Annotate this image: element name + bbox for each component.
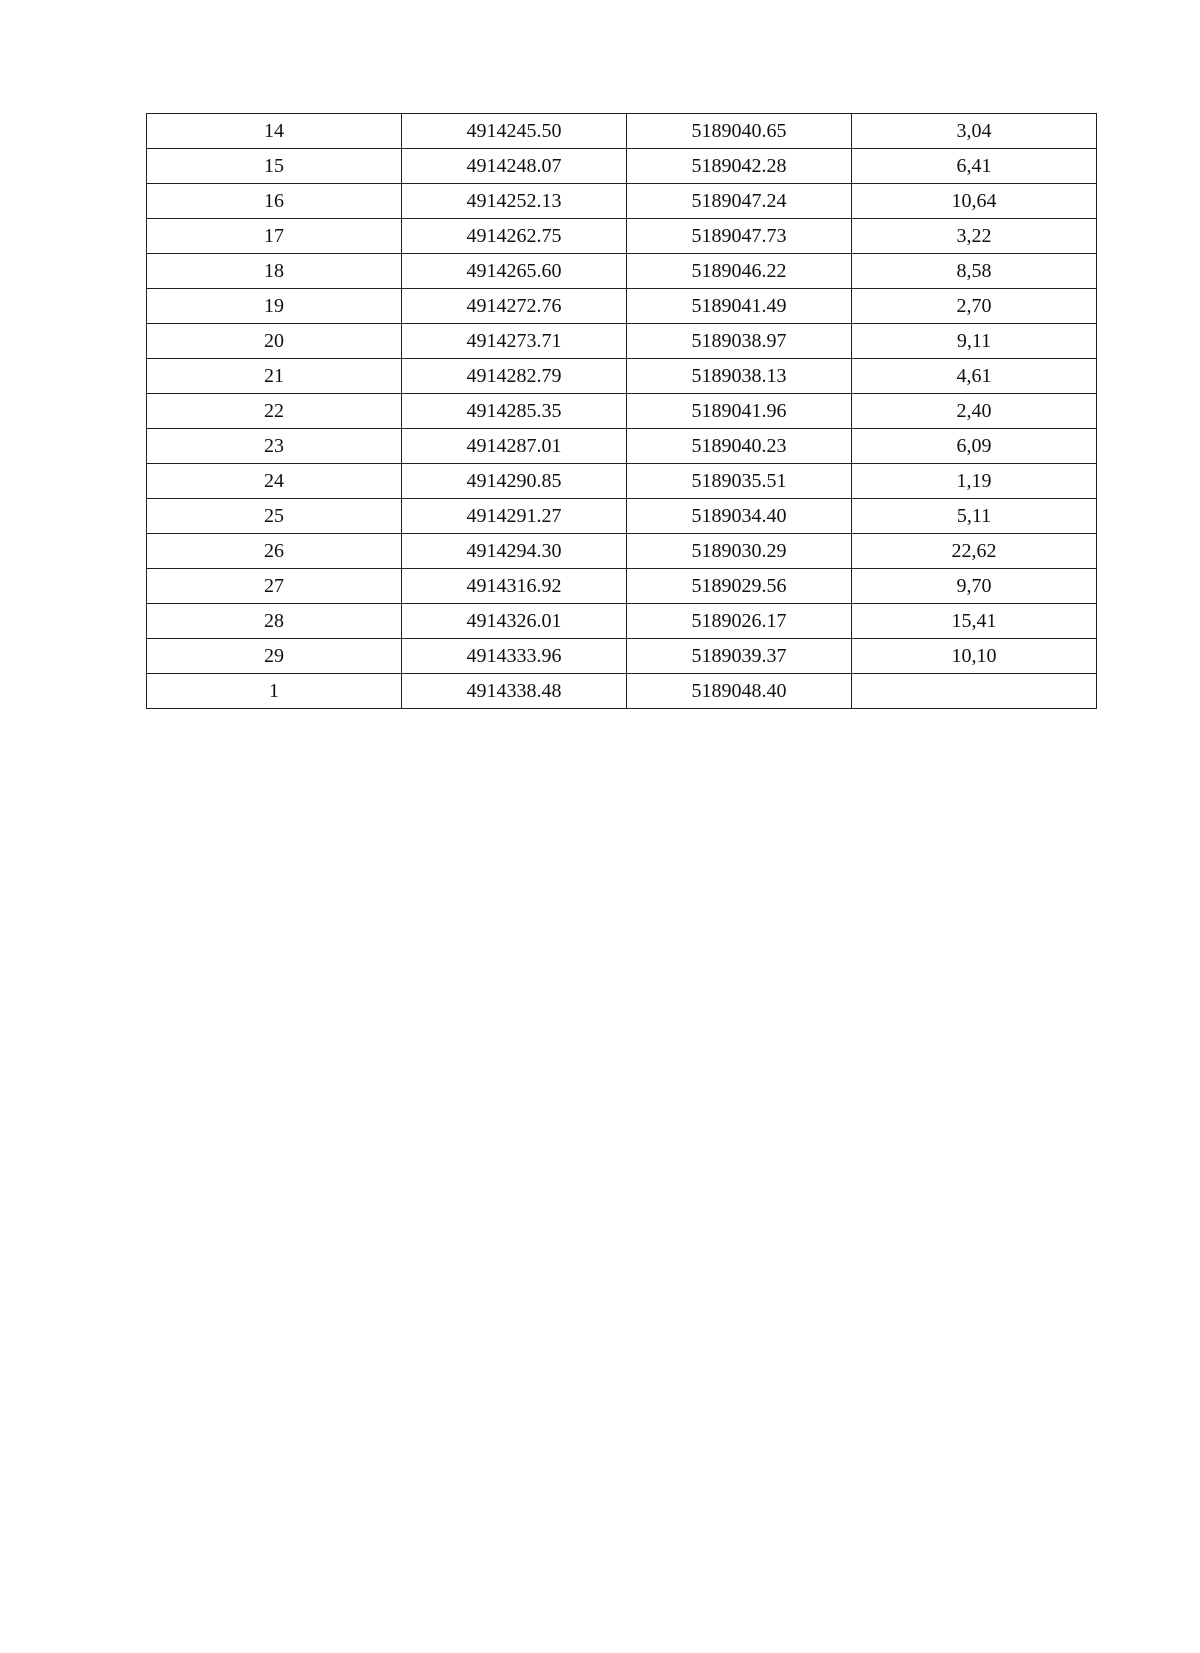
y-coordinate-cell: 5189039.37 bbox=[627, 639, 852, 674]
y-coordinate-cell: 5189046.22 bbox=[627, 254, 852, 289]
y-coordinate-cell: 5189034.40 bbox=[627, 499, 852, 534]
x-coordinate-cell: 4914273.71 bbox=[402, 324, 627, 359]
table-row bbox=[147, 499, 1097, 534]
table-row bbox=[147, 289, 1097, 324]
distance-cell: 1,19 bbox=[852, 464, 1097, 499]
table-row bbox=[147, 674, 1097, 709]
table-row bbox=[147, 464, 1097, 499]
distance-cell: 22,62 bbox=[852, 534, 1097, 569]
x-coordinate-cell: 4914287.01 bbox=[402, 429, 627, 464]
distance-cell: 2,70 bbox=[852, 289, 1097, 324]
table-row bbox=[147, 394, 1097, 429]
x-coordinate-cell: 4914272.76 bbox=[402, 289, 627, 324]
table-row bbox=[147, 254, 1097, 289]
y-coordinate-cell: 5189035.51 bbox=[627, 464, 852, 499]
table-row bbox=[147, 569, 1097, 604]
table-row bbox=[147, 184, 1097, 219]
distance-cell: 2,40 bbox=[852, 394, 1097, 429]
point-number-cell: 27 bbox=[147, 569, 402, 604]
x-coordinate-cell: 4914248.07 bbox=[402, 149, 627, 184]
distance-cell: 3,04 bbox=[852, 114, 1097, 149]
y-coordinate-cell: 5189047.24 bbox=[627, 184, 852, 219]
x-coordinate-cell: 4914245.50 bbox=[402, 114, 627, 149]
y-coordinate-cell: 5189041.49 bbox=[627, 289, 852, 324]
distance-cell bbox=[852, 674, 1097, 709]
distance-cell: 8,58 bbox=[852, 254, 1097, 289]
table-row bbox=[147, 604, 1097, 639]
table-row bbox=[147, 429, 1097, 464]
x-coordinate-cell: 4914294.30 bbox=[402, 534, 627, 569]
distance-cell: 15,41 bbox=[852, 604, 1097, 639]
distance-cell: 6,41 bbox=[852, 149, 1097, 184]
x-coordinate-cell: 4914285.35 bbox=[402, 394, 627, 429]
x-coordinate-cell: 4914316.92 bbox=[402, 569, 627, 604]
x-coordinate-cell: 4914326.01 bbox=[402, 604, 627, 639]
y-coordinate-cell: 5189041.96 bbox=[627, 394, 852, 429]
table-row bbox=[147, 219, 1097, 254]
point-number-cell: 1 bbox=[147, 674, 402, 709]
point-number-cell: 24 bbox=[147, 464, 402, 499]
table-row bbox=[147, 639, 1097, 674]
x-coordinate-cell: 4914265.60 bbox=[402, 254, 627, 289]
distance-cell: 3,22 bbox=[852, 219, 1097, 254]
distance-cell: 9,11 bbox=[852, 324, 1097, 359]
table-row bbox=[147, 324, 1097, 359]
y-coordinate-cell: 5189029.56 bbox=[627, 569, 852, 604]
point-number-cell: 21 bbox=[147, 359, 402, 394]
coordinates-table-body bbox=[147, 114, 1097, 709]
distance-cell: 10,10 bbox=[852, 639, 1097, 674]
coordinates-table bbox=[146, 113, 1097, 709]
x-coordinate-cell: 4914338.48 bbox=[402, 674, 627, 709]
point-number-cell: 15 bbox=[147, 149, 402, 184]
distance-cell: 10,64 bbox=[852, 184, 1097, 219]
point-number-cell: 20 bbox=[147, 324, 402, 359]
x-coordinate-cell: 4914291.27 bbox=[402, 499, 627, 534]
point-number-cell: 26 bbox=[147, 534, 402, 569]
y-coordinate-cell: 5189047.73 bbox=[627, 219, 852, 254]
point-number-cell: 14 bbox=[147, 114, 402, 149]
point-number-cell: 19 bbox=[147, 289, 402, 324]
point-number-cell: 23 bbox=[147, 429, 402, 464]
distance-cell: 9,70 bbox=[852, 569, 1097, 604]
y-coordinate-cell: 5189030.29 bbox=[627, 534, 852, 569]
y-coordinate-cell: 5189040.65 bbox=[627, 114, 852, 149]
x-coordinate-cell: 4914282.79 bbox=[402, 359, 627, 394]
y-coordinate-cell: 5189040.23 bbox=[627, 429, 852, 464]
table-row bbox=[147, 114, 1097, 149]
distance-cell: 6,09 bbox=[852, 429, 1097, 464]
table-row bbox=[147, 359, 1097, 394]
x-coordinate-cell: 4914262.75 bbox=[402, 219, 627, 254]
point-number-cell: 16 bbox=[147, 184, 402, 219]
x-coordinate-cell: 4914290.85 bbox=[402, 464, 627, 499]
y-coordinate-cell: 5189038.13 bbox=[627, 359, 852, 394]
table-row bbox=[147, 149, 1097, 184]
y-coordinate-cell: 5189038.97 bbox=[627, 324, 852, 359]
y-coordinate-cell: 5189048.40 bbox=[627, 674, 852, 709]
point-number-cell: 18 bbox=[147, 254, 402, 289]
point-number-cell: 22 bbox=[147, 394, 402, 429]
y-coordinate-cell: 5189042.28 bbox=[627, 149, 852, 184]
y-coordinate-cell: 5189026.17 bbox=[627, 604, 852, 639]
distance-cell: 5,11 bbox=[852, 499, 1097, 534]
x-coordinate-cell: 4914333.96 bbox=[402, 639, 627, 674]
point-number-cell: 25 bbox=[147, 499, 402, 534]
distance-cell: 4,61 bbox=[852, 359, 1097, 394]
point-number-cell: 28 bbox=[147, 604, 402, 639]
table-row bbox=[147, 534, 1097, 569]
point-number-cell: 17 bbox=[147, 219, 402, 254]
point-number-cell: 29 bbox=[147, 639, 402, 674]
x-coordinate-cell: 4914252.13 bbox=[402, 184, 627, 219]
